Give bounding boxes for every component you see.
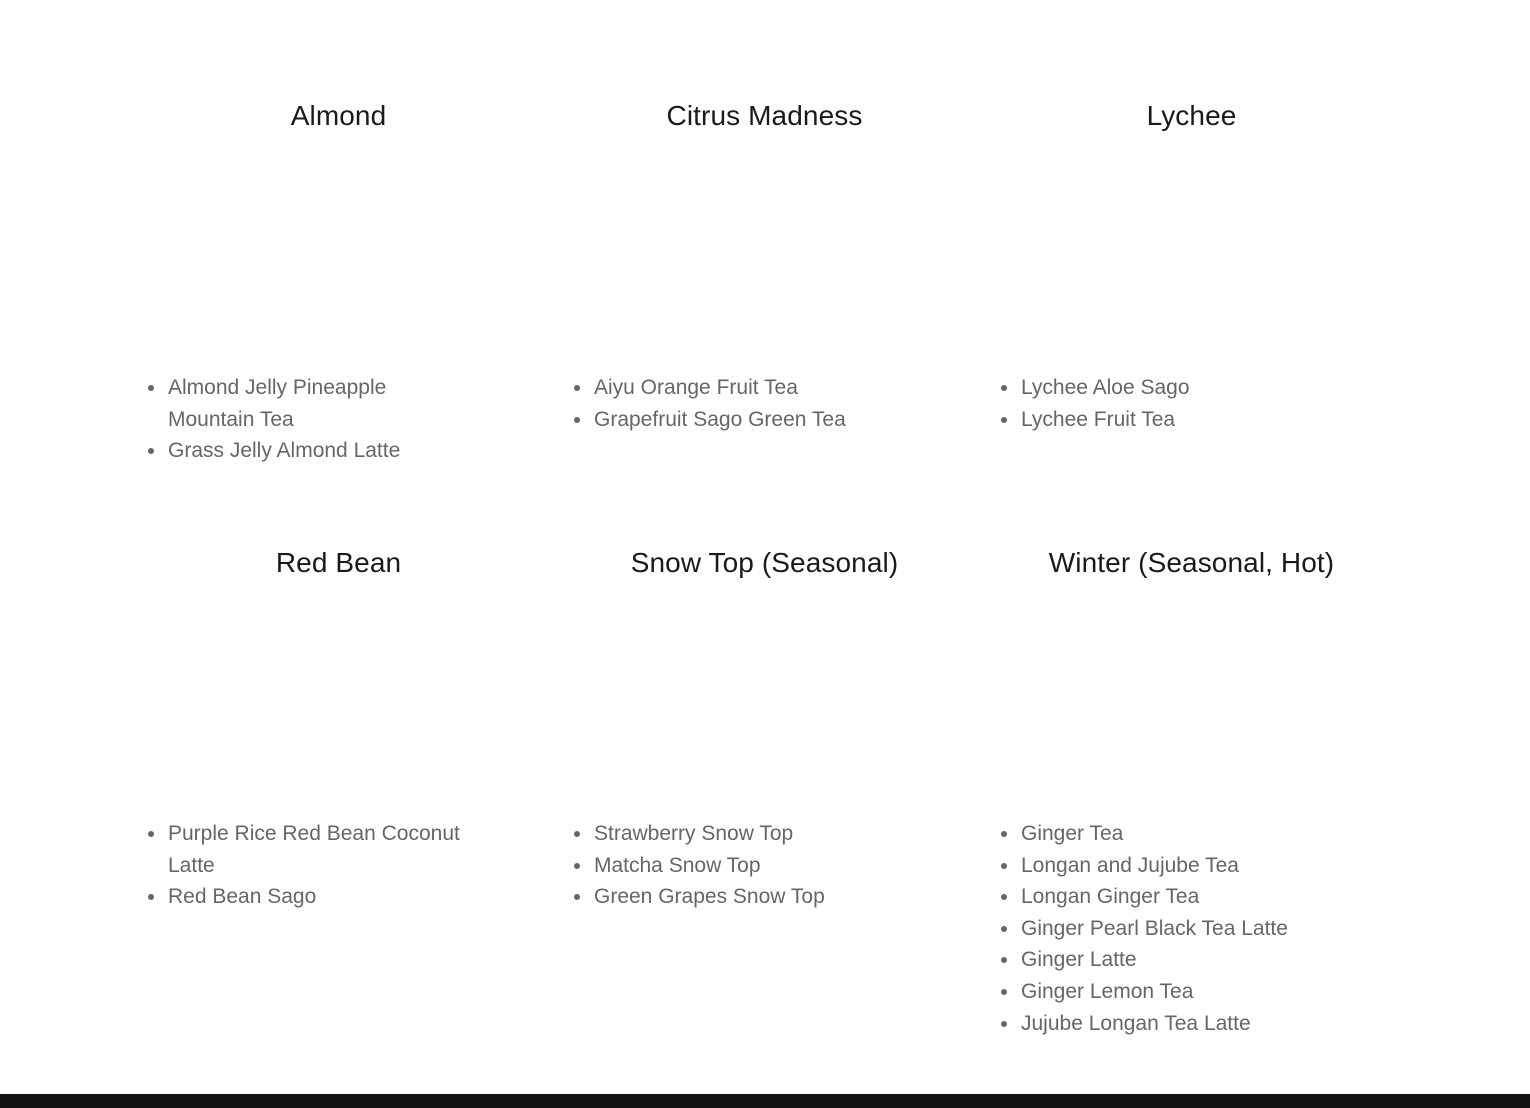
category-title: Winter (Seasonal, Hot) — [1048, 547, 1335, 578]
list-item: • Red Bean Sago — [167, 881, 507, 913]
list-item: • Matcha Snow Top — [593, 850, 893, 882]
item-list — [125, 372, 407, 467]
list-item: • Aiyu Orange Fruit Tea — [593, 372, 893, 404]
list-item: • Lychee Aloe Sago — [1020, 372, 1320, 404]
list-item: • Ginger Pearl Black Tea Latte — [1020, 913, 1320, 945]
item-list — [551, 372, 893, 435]
list-item: • Jujube Longan Tea Latte — [1020, 1008, 1320, 1040]
list-item: • Ginger Tea — [1020, 818, 1320, 850]
list-item: • Longan and Jujube Tea — [1020, 850, 1320, 882]
list-item: • Longan Ginger Tea — [1020, 881, 1320, 913]
footer-bar — [0, 1094, 1530, 1108]
category-title: Citrus Madness — [666, 100, 863, 131]
item-list — [978, 372, 1320, 435]
category-title: Almond — [290, 100, 387, 131]
list-item: • Purple Rice Red Bean Coconut Latte — [167, 818, 507, 881]
list-item: • Grass Jelly Almond Latte — [167, 435, 407, 467]
item-list — [125, 818, 507, 913]
item-list — [978, 818, 1320, 1039]
list-item: • Lychee Fruit Tea — [1020, 404, 1320, 436]
category-title: Lychee — [1146, 100, 1237, 131]
category-title: Snow Top (Seasonal) — [630, 547, 899, 578]
list-item: • Grapefruit Sago Green Tea — [593, 404, 893, 436]
list-item: • Strawberry Snow Top — [593, 818, 893, 850]
list-item: • Almond Jelly Pineapple Mountain Tea — [167, 372, 407, 435]
category-title: Red Bean — [275, 547, 402, 578]
list-item: • Ginger Lemon Tea — [1020, 976, 1320, 1008]
list-item: • Green Grapes Snow Top — [593, 881, 893, 913]
item-list — [551, 818, 893, 913]
list-item: • Ginger Latte — [1020, 944, 1320, 976]
